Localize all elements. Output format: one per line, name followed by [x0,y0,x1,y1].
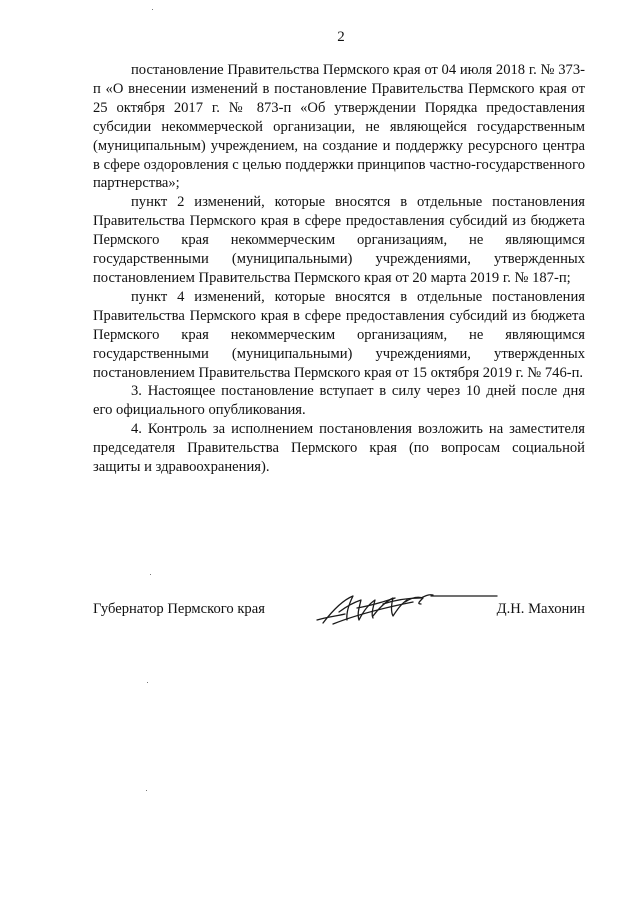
signature-block [93,598,585,638]
paragraph-effective-date: 3. Настоящее постановление вступает в силу через 10 дней после дня его официального опубликования. [93,383,585,419]
scan-speck [150,574,151,575]
paragraph-resolution-746: пункт 4 изменений, которые вносятся в отдельные постановления Правительства Пермского края в сфере предоставления субсидий из бюджета Пермского края некоммерческим организациям, не являющимся государственными (муниципальными) учреждениями, утвержденных постановлением Правительства Пермского края от 15 октября 2019 г. № 746-п. [93,288,585,381]
document-body [93,61,585,477]
paragraph-resolution-373: постановление Правительства Пермского края от 04 июля 2018 г. № 373-п «О внесении изменений в постановление Правительства Пермского края от 25 октября 2017 г. № 873-п «Об утверждении Порядка предоставления субсидии некоммерческой организации, не являющейся государственным (муниципальным) учреждением, на создание и поддержку ресурсного центра в сфере оздоровления с целью поддержки принципов частно-государственного партнерства»; [93,62,585,192]
handwritten-signature [313,590,498,630]
paragraph-resolution-187: пункт 2 изменений, которые вносятся в отдельные постановления Правительства Пермского края в сфере предоставления субсидий из бюджета Пермского края некоммерческим организациям, не являющимся государственными (муниципальными) учреждениями, утвержденных постановлением Правительства Пермского края от 20 марта 2019 г. № 187-п; [93,194,585,286]
signatory-position: Губернатор Пермского края [93,601,265,617]
signatory-name: Д.Н. Махонин [496,601,585,617]
scan-speck [152,9,153,10]
scan-speck [147,682,148,683]
page-number: 2 [337,29,345,45]
paragraph-control: 4. Контроль за исполнением постановления возложить на заместителя председателя Правительства Пермского края (по вопросам социальной защиты и здравоохранения). [93,421,585,476]
scan-speck [146,790,147,791]
